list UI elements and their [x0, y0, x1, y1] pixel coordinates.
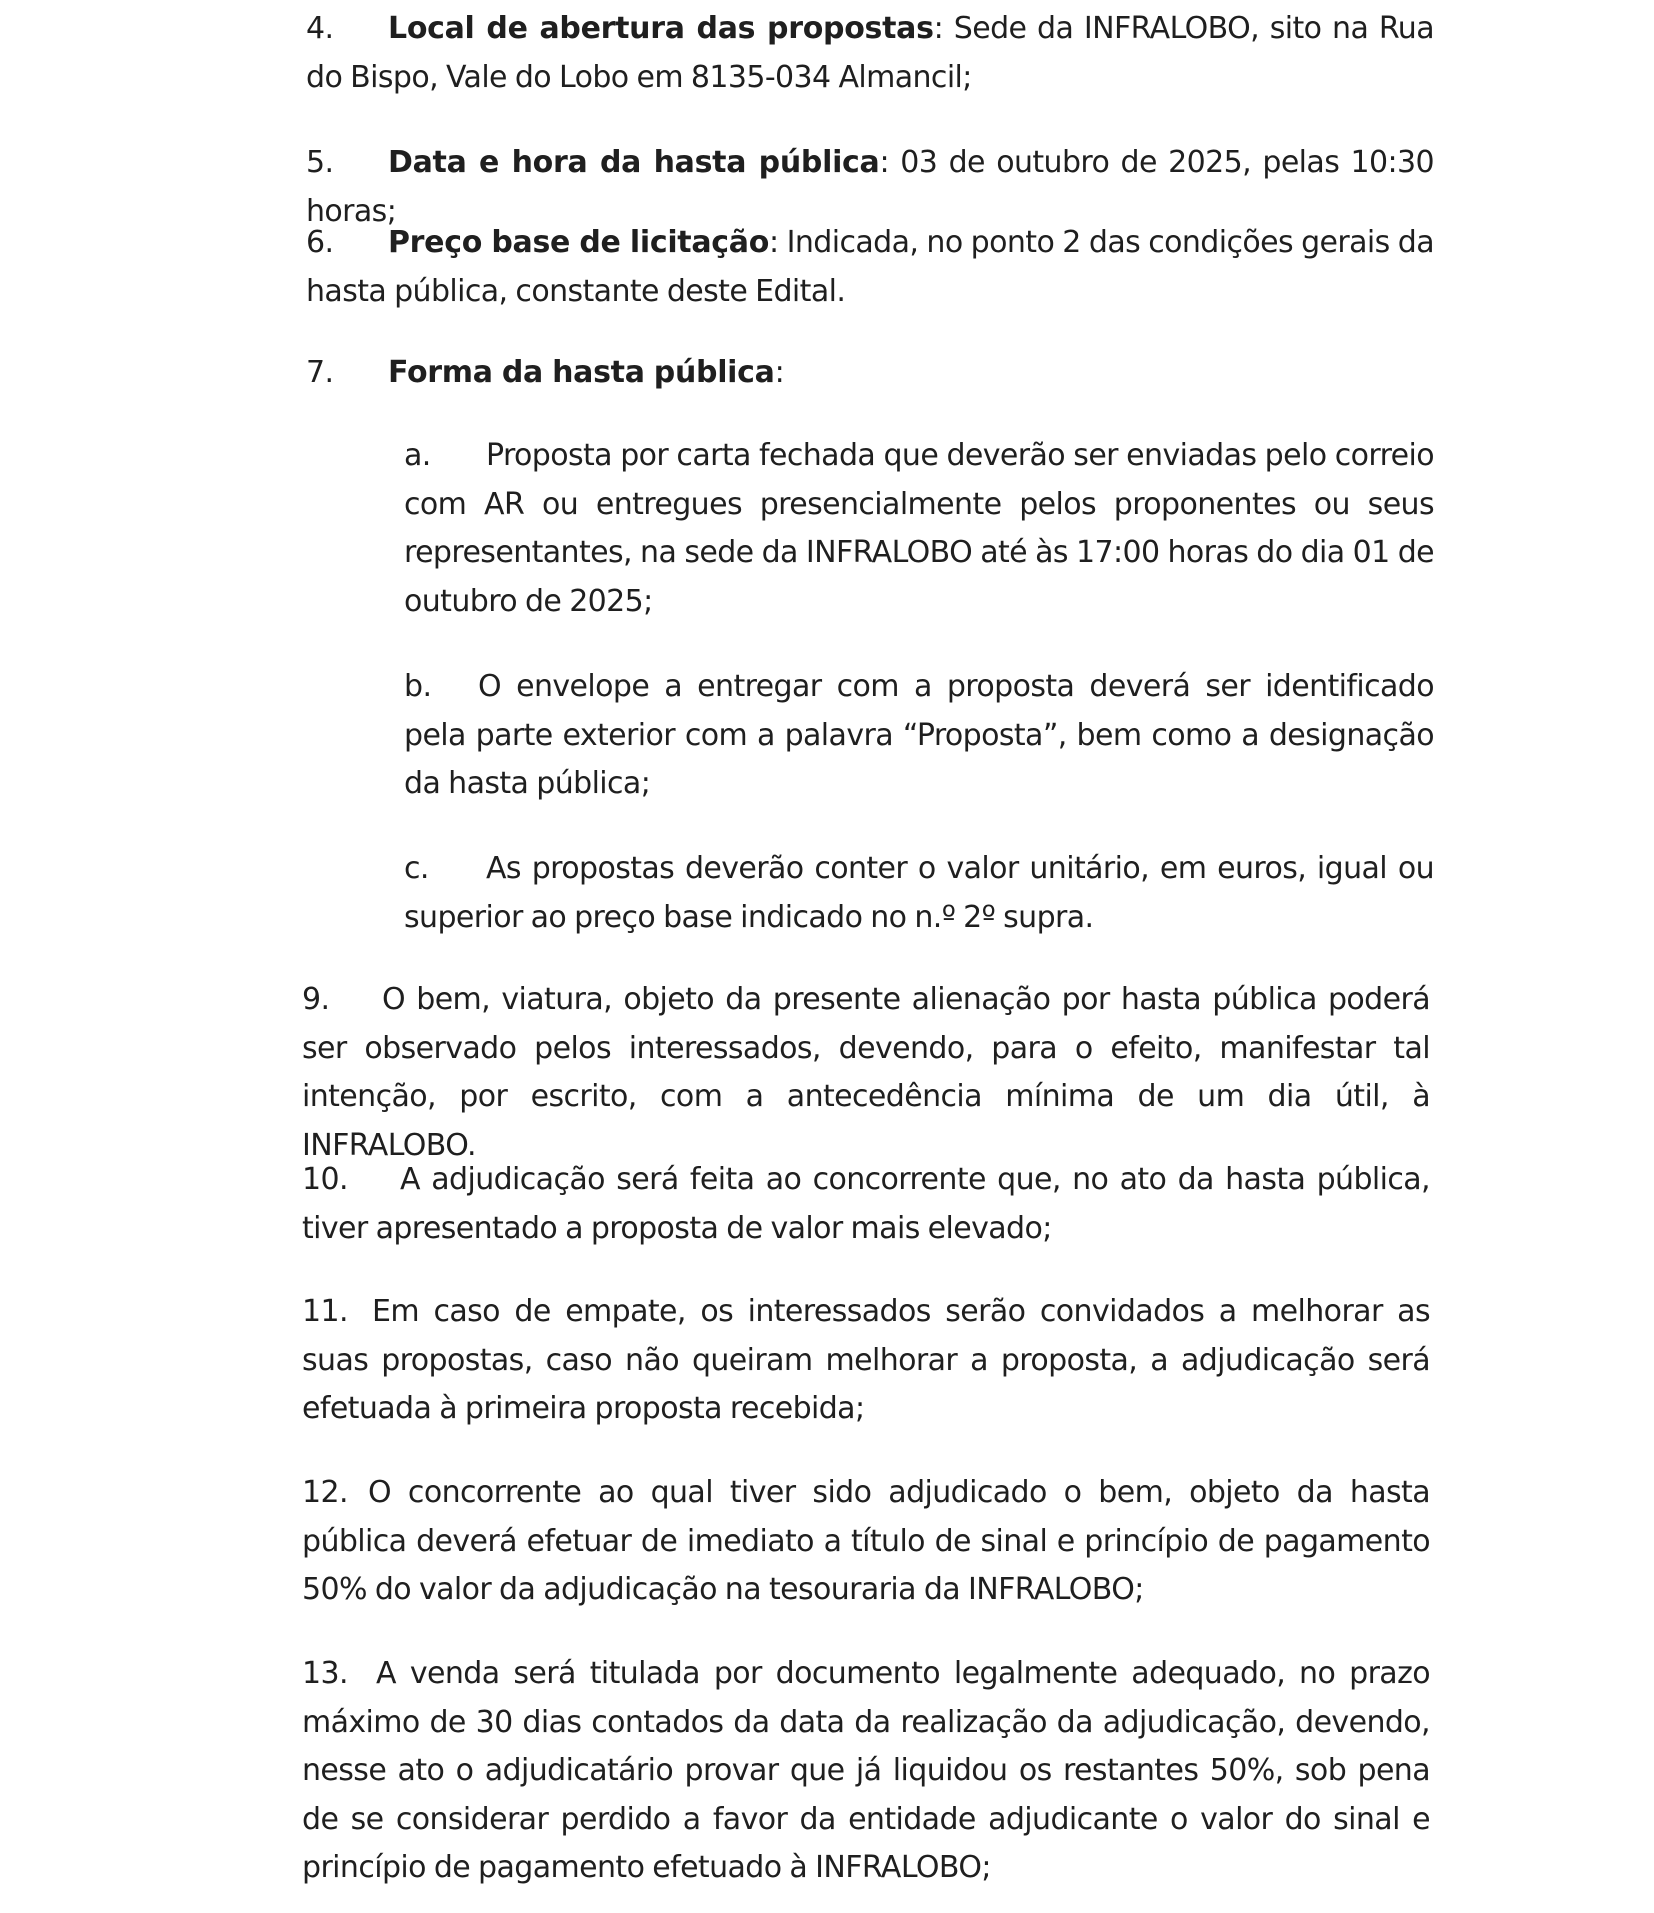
item-9: [302, 976, 1430, 1170]
subitem-b: [404, 663, 1434, 809]
item-6: [306, 219, 1434, 316]
item-text: O envelope a entregar com a proposta deverá ser identificado pela parte exterior com a palavra “Proposta”, bem como a designação da hasta pública;: [404, 669, 1434, 801]
item-10: [302, 1156, 1430, 1253]
item-number: 13.: [302, 1656, 348, 1691]
item-number: 4.: [306, 11, 334, 46]
item-text: A adjudicação será feita ao concorrente que, no ato da hasta pública, tiver apresentado a proposta de valor mais elevado;: [302, 1162, 1430, 1246]
item-number: 7.: [306, 355, 334, 390]
item-11: [302, 1288, 1430, 1434]
item-12: [302, 1469, 1430, 1615]
item-heading: Preço base de licitação: [388, 225, 770, 260]
item-number: c.: [404, 851, 429, 886]
subitem-c: [404, 845, 1434, 942]
item-number: 12.: [302, 1475, 348, 1510]
item-text: : Indicada, no ponto 2 das condições gerais da hasta pública, constante deste Edital.: [306, 225, 1434, 309]
item-text: A venda será titulada por documento legalmente adequado, no prazo máximo de 30 dias contados da data da realização da adjudicação, devendo, nesse ato o adjudicatário provar que já liquidou os restantes 50%, sob pena de se considerar perdido a favor da entidade adjudicante o valor do sinal e princípio de pagamento efetuado à INFRALOBO;: [302, 1656, 1430, 1885]
item-text: : Sede da INFRALOBO, sito na Rua do Bispo, Vale do Lobo em 8135-034 Almancil;: [306, 11, 1434, 95]
item-number: 10.: [302, 1162, 348, 1197]
item-text: O concorrente ao qual tiver sido adjudicado o bem, objeto da hasta pública deverá efetuar de imediato a título de sinal e princípio de pagamento 50% do valor da adjudicação na tesouraria da INFRALOBO;: [302, 1475, 1430, 1607]
item-heading: Data e hora da hasta pública: [388, 145, 880, 180]
item-heading: Forma da hasta pública: [388, 355, 775, 390]
item-number: 11.: [302, 1294, 348, 1329]
item-text: : 03 de outubro de 2025, pelas 10:30 horas;: [306, 145, 1434, 229]
item-number: 5.: [306, 145, 334, 180]
item-text: Em caso de empate, os interessados serão convidados a melhorar as suas propostas, caso não queiram melhorar a proposta, a adjudicação será efetuada à primeira proposta recebida;: [302, 1294, 1430, 1426]
item-number: a.: [404, 438, 431, 473]
item-text: O bem, viatura, objeto da presente alienação por hasta pública poderá ser observado pelos interessados, devendo, para o efeito, manifestar tal intenção, por escrito, com a antecedência mínima de um dia útil, à INFRALOBO.: [302, 982, 1430, 1163]
item-text: As propostas deverão conter o valor unitário, em euros, igual ou superior ao preço base indicado no n.º 2º supra.: [404, 851, 1434, 935]
item-number: b.: [404, 669, 432, 704]
item-number: 9.: [302, 982, 330, 1017]
subitem-a: [404, 432, 1434, 626]
item-number: 6.: [306, 225, 334, 260]
item-text: Proposta por carta fechada que deverão ser enviadas pelo correio com AR ou entregues presencialmente pelos proponentes ou seus representantes, na sede da INFRALOBO até às 17:00 horas do dia 01 de outubro de 2025;: [404, 438, 1434, 619]
item-7: [306, 349, 1434, 398]
item-4: [306, 5, 1434, 102]
item-13: [302, 1650, 1430, 1893]
item-text: :: [774, 355, 785, 390]
item-heading: Local de abertura das propostas: [388, 11, 934, 46]
